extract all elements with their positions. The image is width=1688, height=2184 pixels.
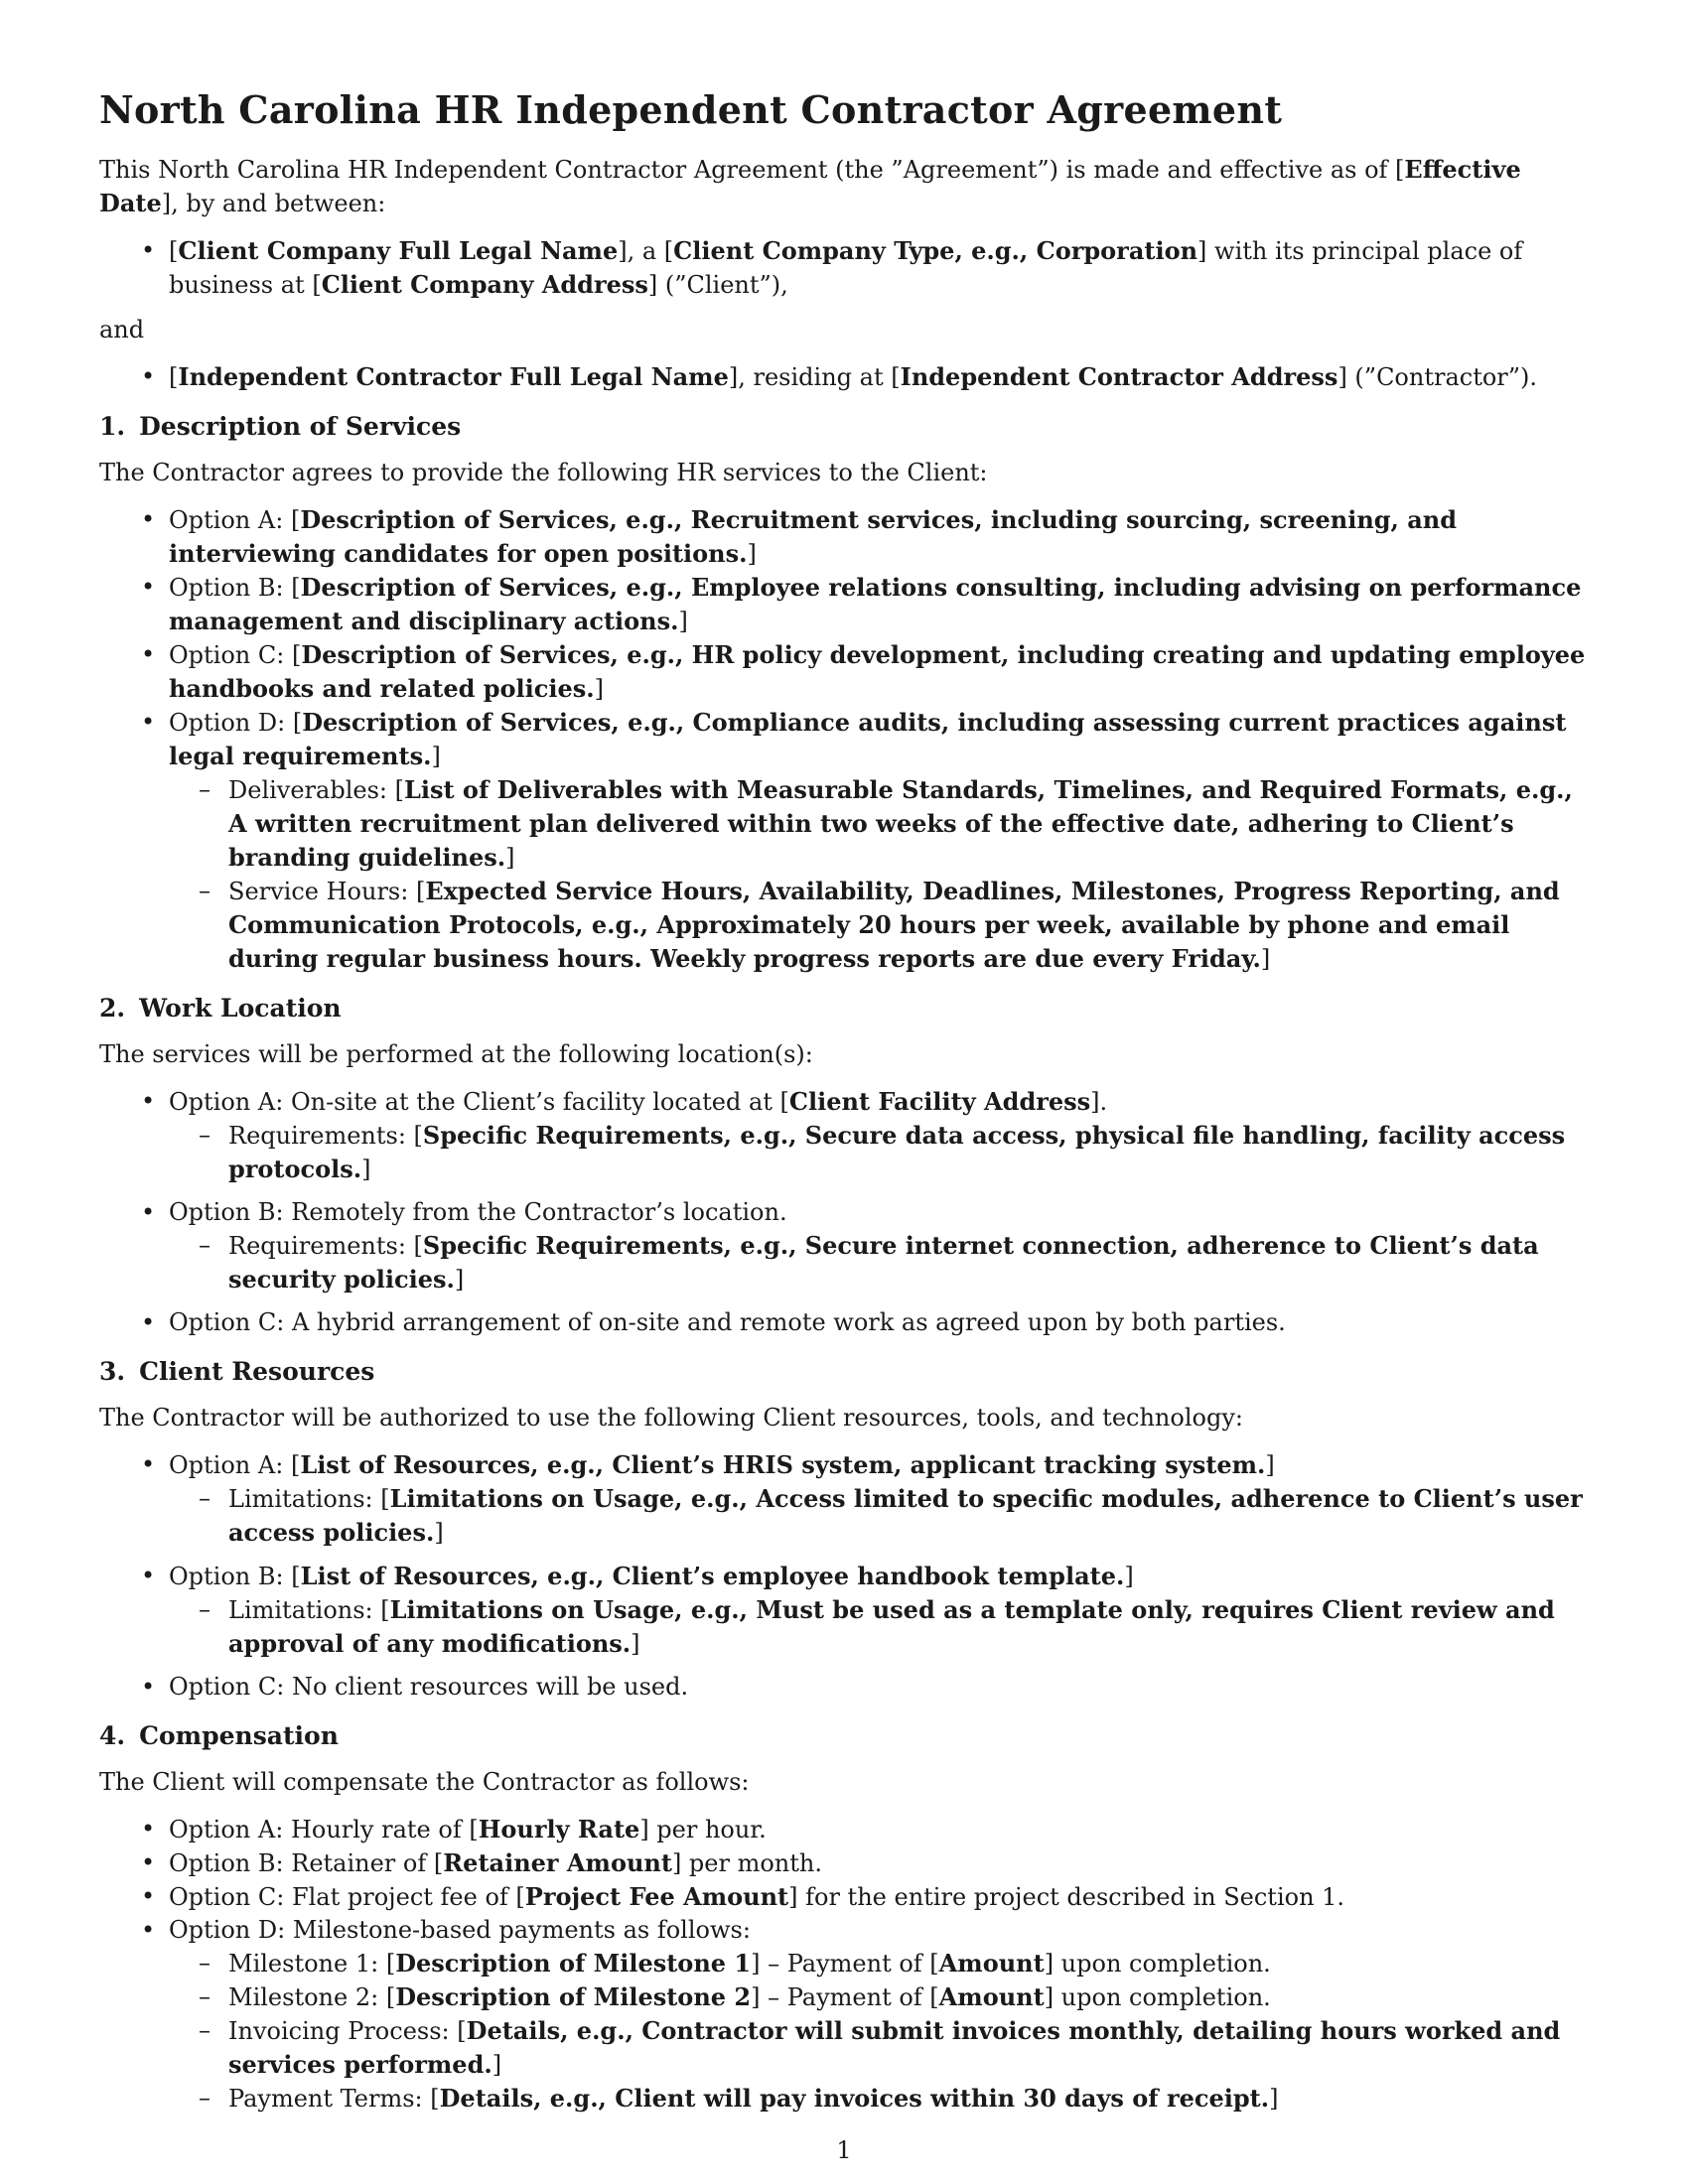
resources-b-sublist bbox=[169, 1593, 1589, 1661]
requirements-placeholder: Specific Requirements, e.g., Secure data access, physical file handling, facility access protocols. bbox=[228, 1121, 1566, 1183]
option-text: Option D: Milestone-based payments as follows: bbox=[169, 1916, 751, 1944]
section-2-heading bbox=[99, 992, 1589, 1024]
services-option-b bbox=[99, 571, 1589, 638]
intro-paragraph bbox=[99, 153, 1589, 220]
resources-option-b bbox=[99, 1560, 1589, 1661]
compensation-sublist bbox=[169, 1947, 1589, 2116]
compensation-option-d bbox=[99, 1914, 1589, 2116]
requirements-item bbox=[169, 1119, 1589, 1186]
option-text: Option B: Remotely from the Contractor’s location. bbox=[169, 1198, 787, 1226]
client-name-placeholder: Client Company Full Legal Name bbox=[178, 236, 619, 265]
section-4-lead: The Client will compensate the Contractor as follows: bbox=[99, 1768, 750, 1796]
hourly-rate-placeholder: Hourly Rate bbox=[478, 1815, 640, 1843]
page-number: 1 bbox=[836, 2136, 852, 2164]
section-3-lead: The Contractor will be authorized to use the following Client resources, tools, and technology: bbox=[99, 1404, 1243, 1432]
text-fragment: ] – Payment of [ bbox=[751, 1983, 939, 2011]
compensation-option-c bbox=[99, 1880, 1589, 1914]
compensation-options-list bbox=[99, 1813, 1589, 2116]
bracket: ] bbox=[454, 1266, 465, 1294]
milestone-2-item bbox=[169, 1980, 1589, 2014]
sub-label: Payment Terms: [ bbox=[228, 2085, 440, 2113]
location-option-b bbox=[99, 1196, 1589, 1297]
payment-terms-item bbox=[169, 2082, 1589, 2116]
services-option-d bbox=[99, 706, 1589, 976]
bracket: ] bbox=[678, 608, 688, 635]
section-title: Compensation bbox=[139, 1721, 339, 1750]
option-placeholder: Description of Services, e.g., Employee relations consulting, including advising on performance management and disciplinary actions. bbox=[169, 573, 1582, 635]
client-address-placeholder: Client Company Address bbox=[321, 270, 648, 299]
sub-label: Requirements: [ bbox=[228, 1122, 423, 1150]
compensation-option-b bbox=[99, 1846, 1589, 1880]
text-fragment: ] – Payment of [ bbox=[751, 1950, 939, 1978]
section-2-lead: The services will be performed at the following location(s): bbox=[99, 1040, 813, 1068]
services-option-c bbox=[99, 638, 1589, 706]
sub-label: Invoicing Process: [ bbox=[228, 2017, 467, 2045]
limitations-item bbox=[169, 1482, 1589, 1550]
resources-placeholder: List of Resources, e.g., Client’s HRIS system, applicant tracking system. bbox=[300, 1450, 1266, 1479]
bracket: [ bbox=[169, 237, 179, 265]
bracket: ] bbox=[361, 1156, 371, 1183]
option-label: Option A: On-site at the Client’s facility located at [ bbox=[169, 1088, 789, 1116]
services-option-a bbox=[99, 503, 1589, 571]
section-title: Description of Services bbox=[139, 412, 462, 441]
contractor-party-item bbox=[99, 360, 1589, 394]
sub-label: Deliverables: [ bbox=[228, 776, 404, 804]
option-label: Option A: Hourly rate of [ bbox=[169, 1816, 479, 1843]
service-hours-item bbox=[169, 875, 1589, 976]
resources-options-list bbox=[99, 1448, 1589, 1704]
compensation-option-a bbox=[99, 1813, 1589, 1846]
option-label: Option A: [ bbox=[169, 506, 301, 534]
services-options-list bbox=[99, 503, 1589, 976]
bracket: ] bbox=[594, 675, 604, 703]
text-fragment: ] for the entire project described in Section 1. bbox=[788, 1883, 1345, 1911]
facility-address-placeholder: Client Facility Address bbox=[788, 1087, 1091, 1116]
contractor-party-list bbox=[99, 360, 1589, 394]
text-fragment: ], a [ bbox=[618, 237, 674, 265]
client-party-list bbox=[99, 234, 1589, 302]
text-fragment: ] upon completion. bbox=[1044, 1983, 1271, 2011]
option-label: Option B: Retainer of [ bbox=[169, 1849, 444, 1877]
bracket: ] bbox=[431, 743, 441, 770]
resources-option-a bbox=[99, 1448, 1589, 1550]
location-a-sublist bbox=[169, 1119, 1589, 1186]
amount-placeholder: Amount bbox=[938, 1949, 1045, 1978]
bracket: ] bbox=[1124, 1563, 1134, 1590]
section-title: Work Location bbox=[139, 994, 342, 1023]
section-number: 1. bbox=[99, 412, 126, 441]
section-3-heading bbox=[99, 1355, 1589, 1388]
document-page bbox=[99, 85, 1589, 2125]
text-fragment: ]. bbox=[1090, 1088, 1108, 1116]
location-option-a bbox=[99, 1085, 1589, 1186]
bracket: ] bbox=[505, 844, 515, 872]
milestone-placeholder: Description of Milestone 2 bbox=[395, 1982, 752, 2011]
bracket: ] bbox=[1265, 1451, 1275, 1479]
limitations-item bbox=[169, 1593, 1589, 1661]
bracket: ] bbox=[747, 540, 757, 568]
section-number: 3. bbox=[99, 1357, 126, 1386]
text-fragment: ] upon completion. bbox=[1044, 1950, 1271, 1978]
section-1-heading bbox=[99, 410, 1589, 443]
invoicing-process-item bbox=[169, 2014, 1589, 2082]
amount-placeholder: Amount bbox=[938, 1982, 1045, 2011]
location-b-sublist bbox=[169, 1229, 1589, 1297]
sub-label: Limitations: [ bbox=[228, 1596, 390, 1624]
client-party-item bbox=[99, 234, 1589, 302]
sub-label: Milestone 1: [ bbox=[228, 1950, 396, 1978]
limitations-placeholder: Limitations on Usage, e.g., Access limited to specific modules, adherence to Client’s user access policies. bbox=[228, 1484, 1583, 1547]
section-title: Client Resources bbox=[139, 1357, 375, 1386]
sub-label: Requirements: [ bbox=[228, 1232, 423, 1260]
sub-label: Milestone 2: [ bbox=[228, 1983, 396, 2011]
sub-label: Limitations: [ bbox=[228, 1485, 390, 1513]
service-hours-placeholder: Expected Service Hours, Availability, Deadlines, Milestones, Progress Reporting, and Communication Protocols, e.g., Approximately 20 hours per week, available by phone and email during regular business hours. Weekly progress reports are due every Friday. bbox=[228, 877, 1560, 973]
resources-option-c: • Option C: No client resources will be used. bbox=[99, 1671, 1589, 1704]
option-label: Option B: [ bbox=[169, 574, 301, 602]
option-label: Option D: [ bbox=[169, 709, 303, 737]
option-placeholder: Description of Services, e.g., Recruitment services, including sourcing, screening, and interviewing candidates for open positions. bbox=[169, 505, 1458, 568]
option-placeholder: Description of Services, e.g., HR policy development, including creating and updating employee handbooks and related policies. bbox=[169, 640, 1586, 703]
payment-terms-placeholder: Details, e.g., Client will pay invoices within 30 days of receipt. bbox=[439, 2084, 1270, 2113]
section-number: 4. bbox=[99, 1721, 126, 1750]
bracket: ] bbox=[1269, 2085, 1279, 2113]
option-label: Option C: [ bbox=[169, 641, 302, 669]
bracket: ] bbox=[1260, 945, 1271, 973]
text-fragment: ] with its principal place of business at [ bbox=[169, 237, 1523, 299]
bracket: ] bbox=[434, 1519, 444, 1547]
milestone-1-item bbox=[169, 1947, 1589, 1980]
section-4-heading bbox=[99, 1719, 1589, 1752]
client-type-placeholder: Client Company Type, e.g., Corporation bbox=[673, 236, 1198, 265]
intro-tail: ], by and between: bbox=[161, 190, 386, 217]
requirements-item bbox=[169, 1229, 1589, 1297]
milestone-placeholder: Description of Milestone 1 bbox=[395, 1949, 752, 1978]
text-fragment: ] (”Contractor”). bbox=[1337, 363, 1538, 391]
option-label: Option C: Flat project fee of [ bbox=[169, 1883, 525, 1911]
document-title: North Carolina HR Independent Contractor Agreement bbox=[99, 87, 1283, 132]
location-option-c: • Option C: A hybrid arrangement of on-site and remote work as agreed upon by both parties. bbox=[99, 1306, 1589, 1339]
location-options-list bbox=[99, 1085, 1589, 1339]
text-fragment: ], residing at [ bbox=[728, 363, 901, 391]
limitations-placeholder: Limitations on Usage, e.g., Must be used as a template only, requires Client review and approval of any modifications. bbox=[228, 1595, 1555, 1658]
text-fragment: ] per hour. bbox=[639, 1816, 767, 1843]
bracket: ] bbox=[492, 2051, 502, 2079]
section-number: 2. bbox=[99, 994, 126, 1023]
contractor-address-placeholder: Independent Contractor Address bbox=[900, 362, 1338, 391]
section-1-lead: The Contractor agrees to provide the following HR services to the Client: bbox=[99, 459, 988, 486]
requirements-placeholder: Specific Requirements, e.g., Secure internet connection, adherence to Client’s data security policies. bbox=[228, 1231, 1539, 1294]
invoicing-placeholder: Details, e.g., Contractor will submit invoices monthly, detailing hours worked and services performed. bbox=[228, 2016, 1561, 2079]
effective-date-placeholder: Effective Date bbox=[99, 155, 1521, 217]
retainer-amount-placeholder: Retainer Amount bbox=[443, 1848, 672, 1877]
deliverables-item bbox=[169, 773, 1589, 875]
and-separator: and bbox=[99, 316, 145, 343]
project-fee-placeholder: Project Fee Amount bbox=[524, 1882, 789, 1911]
resources-a-sublist bbox=[169, 1482, 1589, 1550]
contractor-name-placeholder: Independent Contractor Full Legal Name bbox=[178, 362, 729, 391]
text-fragment: ] per month. bbox=[671, 1849, 822, 1877]
services-sublist bbox=[169, 773, 1589, 976]
option-placeholder: Description of Services, e.g., Compliance audits, including assessing current practices against legal requirements. bbox=[169, 708, 1567, 770]
sub-label: Service Hours: [ bbox=[228, 878, 426, 905]
bracket: [ bbox=[169, 363, 179, 391]
option-label: Option A: [ bbox=[169, 1451, 301, 1479]
text-fragment: ] (”Client”), bbox=[647, 271, 788, 299]
deliverables-placeholder: List of Deliverables with Measurable Standards, Timelines, and Required Formats, e.g., A written recruitment plan delivered within two weeks of the effective date, adhering to Client’s branding guidelines. bbox=[228, 775, 1573, 872]
bracket: ] bbox=[631, 1630, 640, 1658]
intro-text: This North Carolina HR Independent Contractor Agreement (the ”Agreement”) is made and effective as of [ bbox=[99, 156, 1405, 184]
resources-placeholder: List of Resources, e.g., Client’s employee handbook template. bbox=[300, 1562, 1125, 1590]
option-label: Option B: [ bbox=[169, 1563, 301, 1590]
